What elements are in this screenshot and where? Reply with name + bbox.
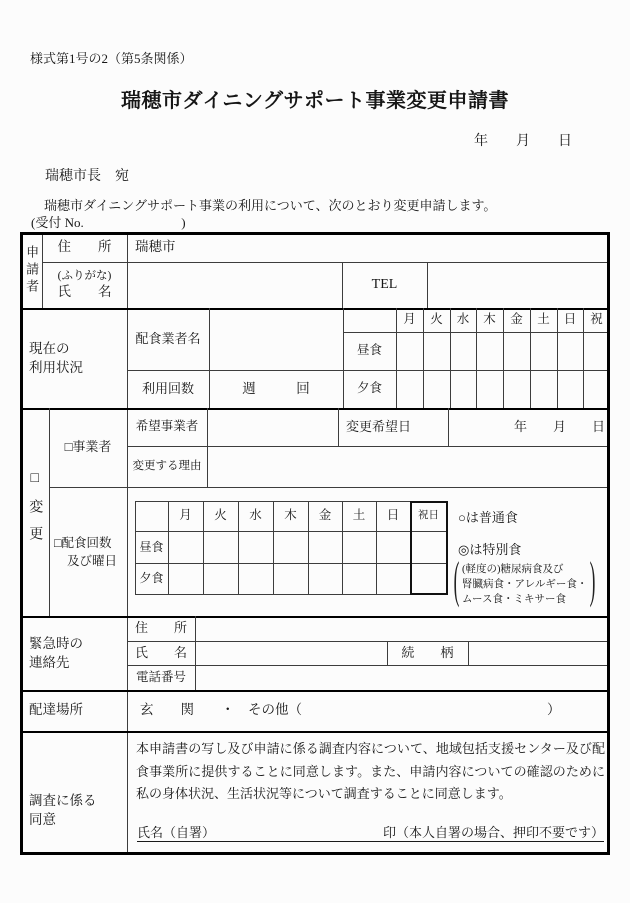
signature-seal-label: 印（本人自署の場合、押印不要です） bbox=[382, 825, 604, 840]
grid-line bbox=[468, 641, 469, 665]
special-meal-detail-note: ( (軽度の)糖尿病食及び 腎臓病食・アレルギー食・ ムース食・ミキサー食 ) bbox=[454, 558, 610, 610]
application-table: 申請者 住 所 瑞穂市 (ふりがな) 氏 名 TEL 現在の 利用状況 配食業者名 利用回数 週 回 昼食 夕食 月 火 水 木 金 土 日 祝 □変更 □事業者 希望事業者 変更希望日 年 月 日 変更する理由 □配食回数 及び曜日 昼食 夕食 月 火 水 木 金 土 日 祝日 ○は普通食 ◎は特別食 ( (軽度の)糖尿病食及び 腎臓病食・アレルギー食・ ムース食・ミキサー食 ) 緊急時の 連絡先 住 所 氏 名 電話番号 続 柄 配達場所 玄 関 ・ その他（ ） 調査に係る 同意 本申請書の写し及び申請に係る調査内容について、地域包括支援センター及び配食事業所に提供することに同意します。また、申請内容についての確認のために私の身体状況、生活状況等について調査することに同意します。 氏名（自署） 印（本人自署の場合、押印不要です） bbox=[20, 232, 610, 855]
holiday-header: 祝日 bbox=[418, 510, 439, 522]
grid-line bbox=[195, 616, 196, 690]
change-reason-field bbox=[207, 446, 610, 487]
applicant-address-value: 瑞穂市 bbox=[135, 238, 176, 254]
day-header: 水 bbox=[456, 312, 470, 327]
change-section-label: □変更 bbox=[27, 471, 43, 553]
note-normal-meal: ○は普通食 bbox=[458, 509, 518, 525]
applicant-name-field bbox=[127, 262, 342, 308]
day-header: 金 bbox=[510, 312, 523, 327]
receipt-number-line: (受付 No. ) bbox=[31, 215, 186, 230]
day-header: 土 bbox=[352, 508, 366, 523]
applicant-address-label: 住 所 bbox=[57, 238, 112, 254]
grid-line bbox=[135, 531, 448, 532]
grid-line bbox=[135, 594, 448, 595]
usage-count-label: 利用回数 bbox=[141, 380, 194, 396]
note-special-meal: ◎は特別食 bbox=[458, 541, 522, 557]
current-usage-section-label: 現在の bbox=[29, 341, 70, 356]
big-paren-open: ( bbox=[453, 555, 460, 610]
change-vendor-checkbox-option: □事業者 bbox=[64, 439, 112, 455]
usage-count-value: 週 回 bbox=[242, 380, 310, 396]
day-header: 月 bbox=[403, 312, 416, 327]
page-title: 瑞穂市ダイニングサポート事業変更申請書 bbox=[121, 90, 509, 112]
emergency-relation-label: 続 柄 bbox=[401, 644, 454, 660]
day-header: 水 bbox=[249, 508, 262, 523]
grid-line bbox=[49, 487, 610, 488]
change-date-value: 年 月 日 bbox=[513, 418, 605, 434]
current-dinner-label: 夕食 bbox=[356, 381, 382, 396]
consent-signature-line bbox=[137, 824, 604, 842]
emergency-name-label: 氏 名 bbox=[134, 644, 187, 660]
grid-line bbox=[135, 563, 448, 564]
day-header: 木 bbox=[483, 312, 496, 327]
day-header: 火 bbox=[430, 312, 443, 327]
day-header: 日 bbox=[563, 312, 577, 327]
form-number: 様式第1号の2（第5条関係） bbox=[30, 51, 193, 66]
day-header: 祝 bbox=[590, 312, 603, 327]
current-lunch-label: 昼食 bbox=[356, 343, 382, 358]
delivery-options: 玄 関 ・ その他（ bbox=[140, 702, 302, 718]
delivery-section-label: 配達場所 bbox=[29, 702, 83, 718]
day-header: 月 bbox=[179, 508, 192, 523]
applicant-furigana-label: (ふりがな) bbox=[57, 270, 112, 283]
day-header: 金 bbox=[318, 508, 332, 523]
desired-vendor-label: 希望事業者 bbox=[135, 419, 199, 434]
day-header: 日 bbox=[386, 508, 400, 523]
intro-sentence: 瑞穂市ダイニングサポート事業の利用について、次のとおり変更申請します。 bbox=[44, 198, 497, 213]
emergency-phone-label: 電話番号 bbox=[135, 669, 186, 684]
signature-name-label: 氏名（自署） bbox=[137, 825, 216, 840]
grid-line bbox=[127, 641, 610, 642]
date-line: 年 月 日 bbox=[474, 134, 572, 149]
day-header: 土 bbox=[537, 312, 550, 327]
change-lunch-label: 昼食 bbox=[139, 539, 164, 554]
addressee: 瑞穂市長 宛 bbox=[45, 169, 129, 184]
desired-vendor-field bbox=[207, 408, 338, 446]
current-vendor-field bbox=[209, 308, 343, 370]
day-header: 火 bbox=[214, 508, 227, 523]
change-reason-label: 変更する理由 bbox=[132, 460, 202, 473]
emergency-section-label: 緊急時の bbox=[29, 636, 83, 651]
consent-section-label: 調査に係る bbox=[29, 793, 97, 808]
applicant-section-label: 申請者 bbox=[24, 244, 40, 296]
change-dinner-label: 夕食 bbox=[139, 571, 164, 585]
current-vendor-label: 配食業者名 bbox=[135, 330, 201, 346]
delivery-paren-close: ） bbox=[547, 702, 561, 718]
grid-line bbox=[127, 665, 610, 666]
consent-paragraph: 本申請書の写し及び申請に係る調査内容について、地域包括支援センター及び配食事業所に提供することに同意します。また、申請内容についての確認のために私の身体状況、生活状況等について調査することに同意します。 bbox=[136, 741, 605, 801]
change-date-label: 変更希望日 bbox=[346, 418, 412, 434]
day-header: 木 bbox=[284, 508, 297, 523]
big-paren-close: ) bbox=[589, 555, 596, 610]
applicant-tel-label: TEL bbox=[371, 277, 398, 293]
applicant-tel-field bbox=[427, 262, 610, 308]
change-meals-checkbox-option: □配食回数 bbox=[54, 535, 112, 550]
applicant-name-label: 氏 名 bbox=[57, 283, 112, 299]
emergency-address-label: 住 所 bbox=[134, 620, 187, 636]
